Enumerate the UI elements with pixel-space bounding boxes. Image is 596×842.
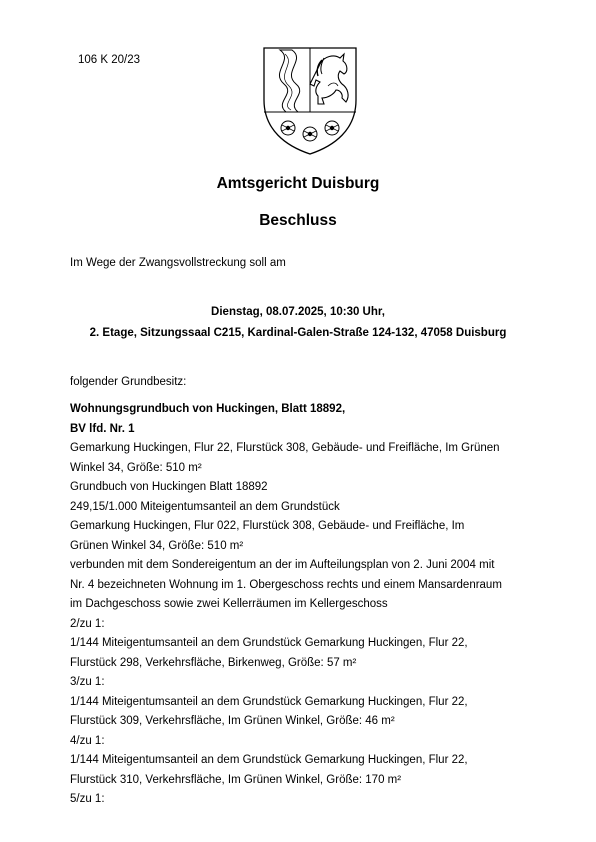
property-intro: folgender Grundbesitz: bbox=[70, 376, 187, 388]
property-line: Flurstück 310, Verkehrsfläche, Im Grünen Winkel, Größe: 170 m² bbox=[70, 773, 402, 786]
property-line: im Dachgeschoss sowie zwei Kellerräumen im Kellergeschoss bbox=[70, 598, 388, 610]
property-line: Flurstück 298, Verkehrsfläche, Birkenweg, Größe: 57 m² bbox=[70, 656, 357, 669]
property-line: 2/zu 1: bbox=[70, 617, 105, 630]
property-line: Grünen Winkel 34, Größe: 510 m² bbox=[70, 539, 244, 552]
property-line: Grundbuch von Huckingen Blatt 18892 bbox=[70, 481, 268, 493]
case-number: 106 K 20/23 bbox=[78, 54, 141, 66]
intro-text: Im Wege der Zwangsvollstreckung soll am bbox=[70, 257, 286, 269]
property-line: 1/144 Miteigentumsanteil an dem Grundstück Gemarkung Huckingen, Flur 22, bbox=[70, 637, 468, 649]
property-line: Gemarkung Huckingen, Flur 022, Flurstück 308, Gebäude- und Freifläche, Im bbox=[70, 520, 465, 532]
nrw-coat-of-arms-icon bbox=[258, 42, 362, 158]
property-line: Flurstück 309, Verkehrsfläche, Im Grünen Winkel, Größe: 46 m² bbox=[70, 715, 395, 727]
property-line: Wohnungsgrundbuch von Huckingen, Blatt 18892, bbox=[70, 403, 346, 415]
document-type-heading: Beschluss bbox=[259, 212, 337, 229]
property-line: verbunden mit dem Sondereigentum an der im Aufteilungsplan von 2. Juni 2004 mit bbox=[70, 559, 495, 571]
property-line: 4/zu 1: bbox=[70, 734, 105, 747]
property-line: 249,15/1.000 Miteigentumsanteil an dem Grundstück bbox=[70, 500, 340, 513]
property-line: 3/zu 1: bbox=[70, 676, 105, 688]
property-line: Nr. 4 bezeichneten Wohnung im 1. Obergeschoss rechts und einem Mansardenraum bbox=[70, 578, 502, 591]
property-line: Gemarkung Huckingen, Flur 22, Flurstück 308, Gebäude- und Freifläche, Im Grünen bbox=[70, 442, 500, 454]
property-line: Winkel 34, Größe: 510 m² bbox=[70, 461, 202, 474]
auction-venue: 2. Etage, Sitzungssaal C215, Kardinal-Galen-Straße 124-132, 47058 Duisburg bbox=[89, 327, 507, 339]
property-line: BV lfd. Nr. 1 bbox=[70, 422, 135, 435]
auction-date: Dienstag, 08.07.2025, 10:30 Uhr, bbox=[211, 306, 385, 318]
property-line: 1/144 Miteigentumsanteil an dem Grundstück Gemarkung Huckingen, Flur 22, bbox=[70, 754, 468, 766]
property-description bbox=[70, 400, 550, 810]
court-name: Amtsgericht Duisburg bbox=[216, 175, 380, 192]
property-line: 1/144 Miteigentumsanteil an dem Grundstück Gemarkung Huckingen, Flur 22, bbox=[70, 695, 468, 708]
property-line: 5/zu 1: bbox=[70, 793, 105, 805]
